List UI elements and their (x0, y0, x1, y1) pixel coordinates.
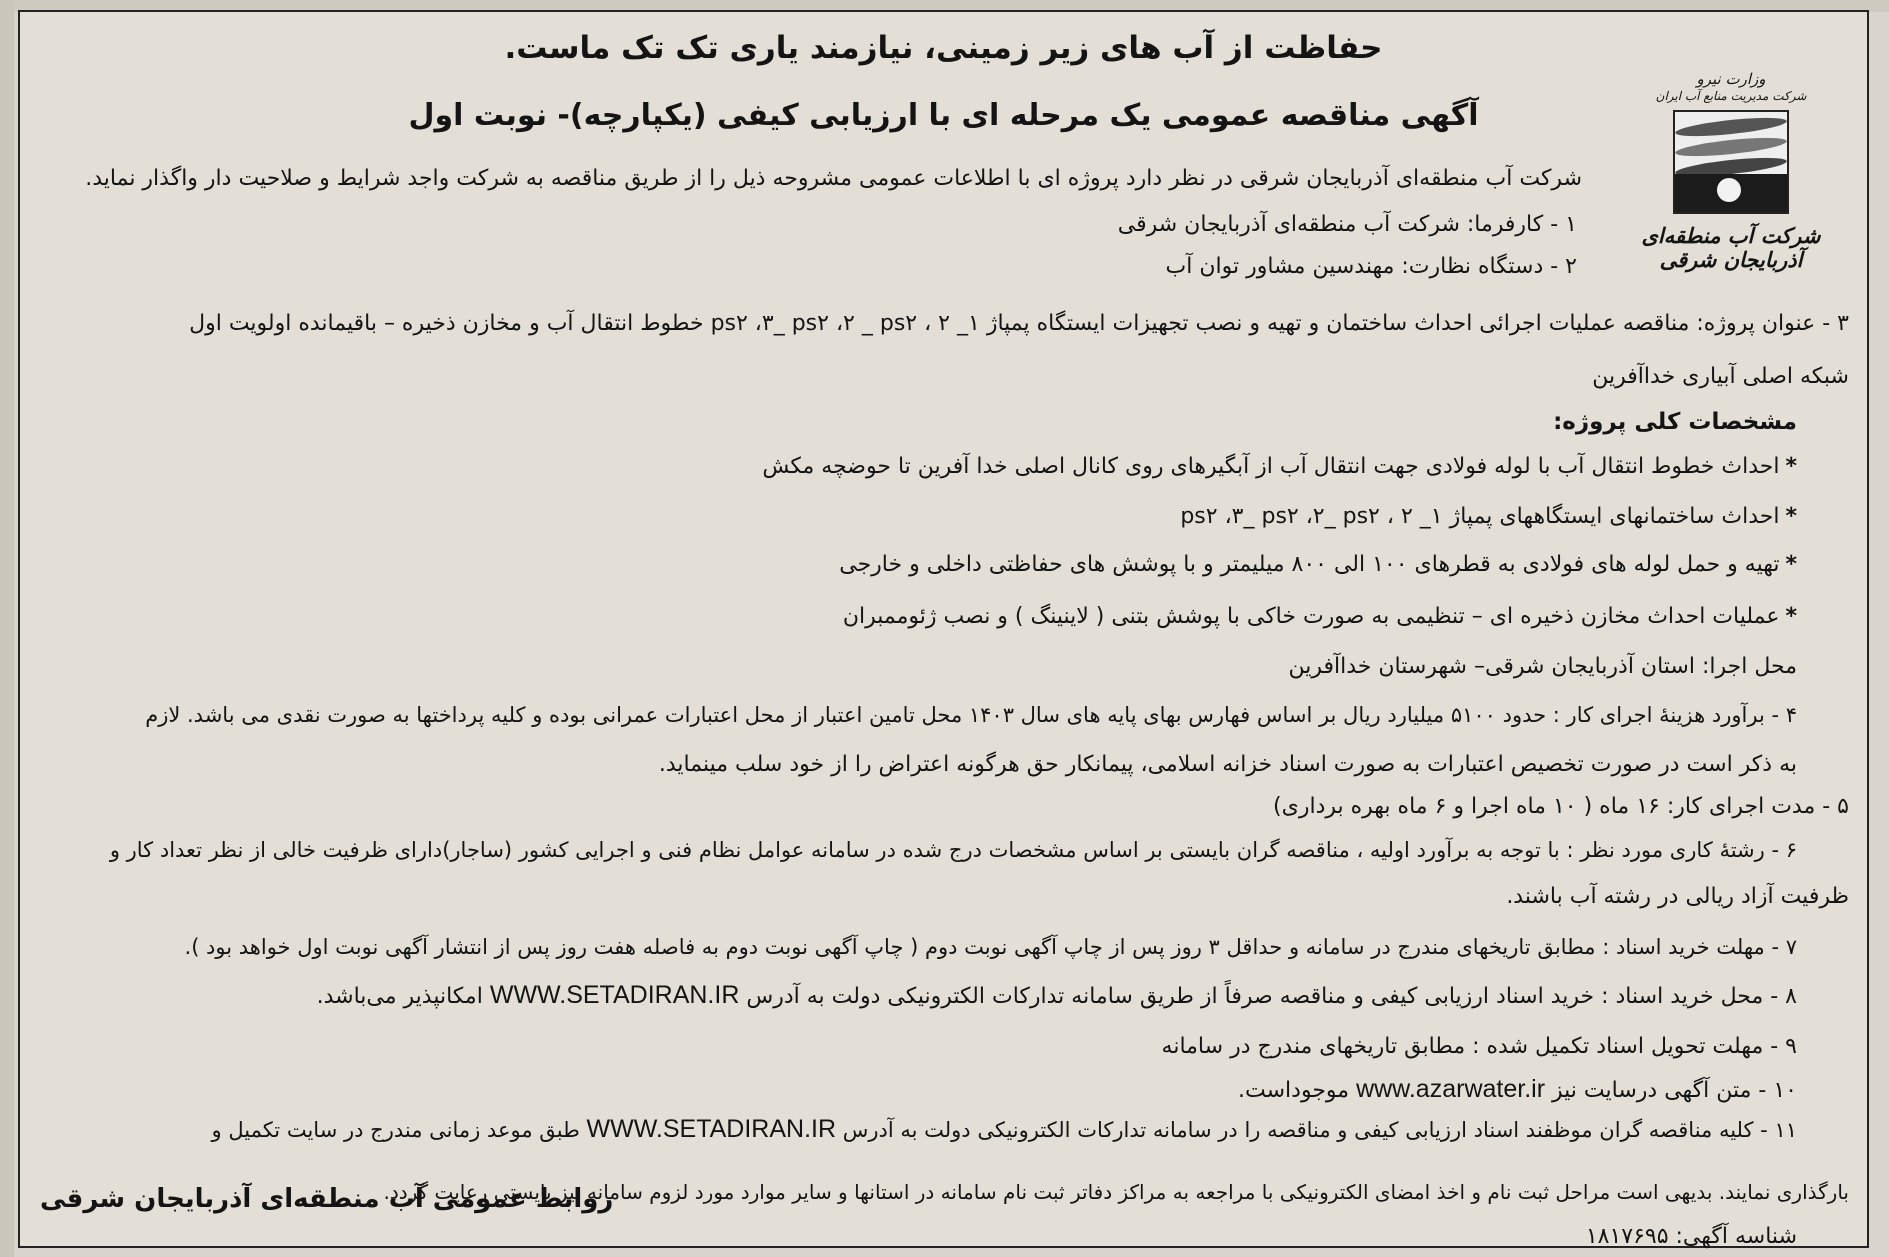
employer-item: ۱ - کارفرما: شرکت آب منطقه‌ای آذربایجان شرقی (1117, 212, 1577, 237)
spec-item: *تهیه و حمل لوله های فولادی به قطرهای ۱۰۰ الی ۸۰۰ میلیمتر و با پوشش های حفاظتی داخلی و خارجی (839, 552, 1797, 577)
public-relations: روابط عمومی آب منطقه‌ای آذربایجان شرقی (40, 1184, 614, 1214)
intro-text: شرکت آب منطقه‌ای آذربایجان شرقی در نظر دارد پروژه ای با اطلاعات عمومی مشروحه ذیل را از طریق مناقصه به شرکت واجد شرایط و صلاحیت دار واگذار نماید. (85, 166, 1582, 191)
cost-line-1: ۴ - برآورد هزینهٔ اجرای کار : حدود ۵۱۰۰ میلیارد ریال بر اساس فهارس بهای پایه های سال ۱۴۰۳ محل تامین اعتبار از محل اعتبارات عمرانی بوده و کلیه پرداختها به صورت نقدی می باشد. لازم (145, 703, 1797, 727)
ministry-name: وزارت نیرو (1696, 70, 1766, 88)
logo (1611, 70, 1851, 290)
emblem-icon (1673, 110, 1789, 214)
ad-id: شناسه آگهی: ۱۸۱۷۶۹۵ (1585, 1224, 1797, 1249)
spec-item: *عملیات احداث مخازن ذخیره ای – تنظیمی به صورت خاکی با پوشش بتنی ( لاینینگ ) و نصب ژئوممبران (842, 604, 1797, 629)
project-title-cont: شبکه اصلی آبیاری خداآفرین (1592, 364, 1849, 389)
field-line-1: ۶ - رشتهٔ کاری مورد نظر : با توجه به برآورد اولیه ، مناقصه گران بایستی بر اساس مشخصات درج شده در سامانه عوامل نظام فنی و اجرایی کشور (ساجار)دارای ظرفیت خالی از نظر تعداد کار و (109, 838, 1797, 862)
obligation-line-2: بارگذاری نمایند. بدیهی است مراحل ثبت نام و اخذ امضای الکترونیکی با مراجعه به مراکز دفاتر ثبت نام سامانه در استانها و سایر موارد مورد لزوم سامانه نیز بایستی رعایت گردد. (383, 1180, 1849, 1204)
notice-frame (18, 10, 1869, 1248)
azarwater-link[interactable]: www.azarwater.ir (1356, 1075, 1546, 1103)
location-item: محل اجرا: استان آذربایجان شرقی– شهرستان خداآفرین (1288, 654, 1797, 679)
cost-line-2: به ذکر است در صورت تخصیص اعتبارات به صورت اسناد خزانه اسلامی، پیمانکار حق هرگونه اعتراض را از خود سلب مینماید. (658, 752, 1797, 777)
field-line-2: ظرفیت آزاد ریالی در رشته آب باشند. (1506, 884, 1849, 909)
delivery-deadline-item: ۹ - مهلت تحویل اسناد تکمیل شده : مطابق تاریخهای مندرج در سامانه (1161, 1034, 1797, 1059)
text-site-item: ۱۰ - متن آگهی درسایت نیز www.azarwater.ir موجوداست. (1238, 1075, 1797, 1103)
ministry-sub: شرکت مدیریت منابع آب ایران (1655, 89, 1807, 103)
spec-item: *احداث ساختمانهای ایستگاههای پمپاژ ۱_ ps۲ ،۳_ ps۲ ،۲_ ps۲ ، ۲ (1180, 504, 1797, 529)
slogan: حفاظت از آب های زیر زمینی، نیازمند یاری تک تک ماست. (504, 30, 1383, 66)
purchase-place-item: ۸ - محل خرید اسناد : خرید اسناد ارزیابی کیفی و مناقصه صرفاً از طریق سامانه تدارکات الکترونیکی دولت به آدرس WWW.SETADIRAN.IR امکانپذیر می‌باشد. (316, 981, 1797, 1009)
specs-heading: مشخصات کلی پروژه: (1553, 409, 1797, 435)
purchase-deadline-item: ۷ - مهلت خرید اسناد : مطابق تاریخهای مندرج در سامانه و حداقل ۳ روز پس از چاپ آگهی نوبت دوم ( چاپ آگهی نوبت دوم به فاصله هفت روز پس از انتشار آگهی نوبت اول خواهد بود ). (184, 935, 1797, 959)
notice-title: آگهی مناقصه عمومی یک مرحله ای با ارزیابی کیفی (یکپارچه)- نوبت اول (408, 98, 1479, 133)
spec-item: *احداث خطوط انتقال آب با لوله فولادی جهت انتقال آب از آبگیرهای روی کانال اصلی خدا آفرین تا حوضچه مکش (762, 454, 1797, 479)
duration-item: ۵ - مدت اجرای کار: ۱۶ ماه ( ۱۰ ماه اجرا و ۶ ماه بهره برداری) (1273, 794, 1849, 819)
setadiran-link[interactable]: WWW.SETADIRAN.IR (586, 1115, 837, 1143)
project-title-item: ۳ - عنوان پروژه: مناقصه عملیات اجرائی احداث ساختمان و تهیه و نصب تجهیزات ایستگاه پمپاژ ۱_ ps۲ ،۳_ ps۲ ،۲ _ ps۲ ، ۲ خطوط انتقال آب و مخازن ذخیره – باقیمانده اولویت اول (189, 311, 1849, 336)
setadiran-link[interactable]: WWW.SETADIRAN.IR (489, 981, 740, 1009)
obligation-item: ۱۱ - کلیه مناقصه گران موظفند اسناد ارزیابی کیفی و مناقصه را در سامانه تدارکات الکترونیکی دولت به آدرس WWW.SETADIRAN.IR طبق موعد زمانی مندرج در سایت تکمیل و (211, 1115, 1797, 1143)
left-margin (0, 0, 14, 1257)
supervisor-item: ۲ - دستگاه نظارت: مهندسین مشاور توان آب (1165, 254, 1577, 279)
company-name: شرکت آب منطقه‌ای آذربایجان شرقی (1641, 224, 1821, 272)
